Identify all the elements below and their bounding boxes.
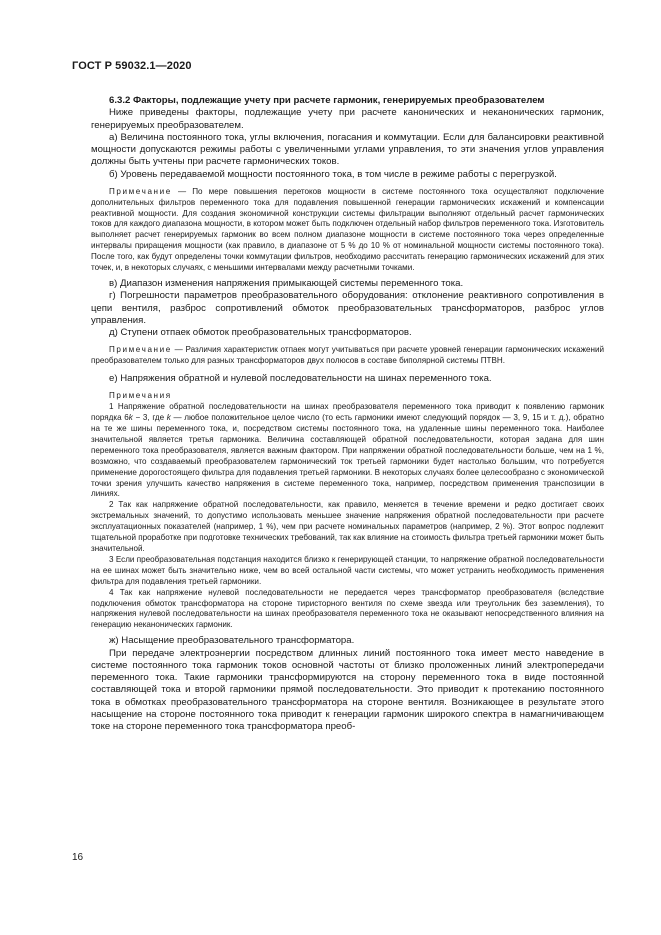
note-1: [91, 187, 604, 274]
note-item-4: 4 Так как напряжение нулевой последовательности не передается через трансформатор преобразователя (вследствие подключения обмоток трансформатора на стороне тиристорного вентиля по схеме звезда или треугольник без заземления), то напряжения нулевой последовательности на шинах преобразователя переменного тока не оказывают непосредственного влияния на генерацию неканонических гармоник.: [91, 587, 604, 630]
notes-label: Примечания: [109, 391, 172, 401]
item-a: а) Величина постоянного тока, углы включения, погасания и коммутации. Если для балансировки реактивной мощности допускаются режимы работы с увеличенными углами управления, то эти значения углов управления должны быть учтены при расчете гармонических токов.: [91, 131, 604, 168]
note-text: — По мере повышения перетоков мощности в системе постоянного тока осуществляют подключение дополнительных фильтров переменного тока для подавления повышенной генерации гармонических искажений и компенсации реактивной мощности. Для создания экономичной конструкции системы фильтрации выполняют отдельный расчет гармонических токов для каждого диапазона мощности, в котором может быть подключен отдельный набор фильтров переменного тока. Изготовитель выполняет расчет генерируемых гармоник во всем полном диапазоне мощности в системе постоянного тока через определенные интервалы приращения мощности (как правило, в диапазоне от 5 % до 10 % от номинальной мощности системы постоянного тока). После того, как будут определены точки коммутации фильтров, необходимо рассчитать генерацию гармонических искажений для этих точек, и, в некоторых случаях, с меньшими интервалами между расчетными точками.: [91, 186, 604, 273]
item-b: б) Уровень передаваемой мощности постоянного тока, в том числе в режиме работы с перегрузкой.: [109, 168, 557, 180]
item-g: г) Погрешности параметров преобразовательного оборудования: отклонение реактивного сопротивления в цепи вентиля, разброс сопротивлений обмоток преобразовательных трансформаторов, разброс углов управления.: [91, 290, 604, 326]
page-number: 16: [72, 852, 84, 863]
item-e: е) Напряжения обратной и нулевой последовательности на шинах переменного тока.: [109, 373, 492, 385]
item-d: д) Ступени отпаек обмоток преобразовательных трансформаторов.: [109, 327, 412, 338]
item-zh: ж) Насыщение преобразовательного трансформатора.: [109, 635, 355, 647]
item-v: в) Диапазон изменения напряжения примыкающей системы переменного тока.: [109, 278, 464, 289]
note-item-2: 2 Так как напряжение обратной последовательности, как правило, меняется в течение времени и редко достигает своих экстремальных значений, то допустимо использовать меньшее значение напряжения обратной последовательности при расчете эксплуатационных показателей (например, 1 %), чем при расчете номинальных параметров (например, 2 %). Этот вопрос подлежит тщательной проработке при подготовке технических требований, так как влияние на стоимость фильтра третьей гармоники может быть значительной.: [91, 500, 604, 553]
note-2: [91, 345, 604, 367]
document-body: [91, 95, 604, 733]
standard-number-header: ГОСТ Р 59032.1—2020: [72, 60, 192, 72]
intro-paragraph: Ниже приведены факторы, подлежащие учету при расчете канонических и неканонических гармоник, генерируемых преобразователем.: [91, 107, 604, 131]
note-text: — Различия характеристик отпаек могут учитываться при расчете уровней генерации гармонических искажений преобразователем только для разных трансформаторов двух полюсов в составе биполярной системы ПТВН.: [91, 345, 605, 366]
final-paragraph: При передаче электроэнергии посредством длинных линий постоянного тока имеет место наведение в системе постоянного тока гармоник токов основной частоты от близко проложенных линий электропередачи переменного тока. Такие гармоники трансформируются на сторону переменного тока в виде постоянной составляющей тока и второй гармоники прямой последовательности. Это приводит к протеканию постоянного тока в обмотках преобразовательного трансформатора на стороне вентиля. Возникающее в результате этого насыщение на стороне постоянного тока приводит к генерации гармоник широкого спектра в намагничивающем токе на стороне переменного тока трансформатора преоб-: [91, 647, 604, 732]
section-heading: 6.3.2 Факторы, подлежащие учету при расчете гармоник, генерируемых преобразователем: [109, 95, 545, 106]
note-label: Примечание: [109, 345, 172, 355]
note-item-3: 3 Если преобразовательная подстанция находится близко к генерирующей станции, то напряжение обратной последовательности на ее шинах может быть значительно ниже, чем во всей остальной части системы, что может устранить необходимость применения фильтра для подавления третьей гармоники.: [91, 554, 604, 586]
note-label: Примечание: [109, 186, 172, 196]
note-item-1: 1 Напряжение обратной последовательности на шинах преобразователя переменного тока приводит к появлению гармоник порядка 6k − 3, где k — любое положительное целое число (то есть гармоники имеют следующий порядок — 3, 9, 15 и т. д.), обратно на те же шины переменного тока, и, посредством системы постоянного тока, на удаленные шины переменного тока. Наиболее значительной является третья гармоника. Величина составляющей обратной последовательности, которая задана для шин переменного тока преобразователя, является важным фактором. При напряжении обратной последовательности больше, чем на 1 %, возможно, что создаваемый преобразователем гармонический ток третьей гармоники будет настолько большим, что потребуется применение дорогостоящего фильтра для подавления третьей гармоники. В некоторых случаях более целесообразно с экономической точки зрения улучшить качество напряжения в системе переменного тока, например, посредством применения транспозиции в линиях.: [91, 402, 604, 499]
